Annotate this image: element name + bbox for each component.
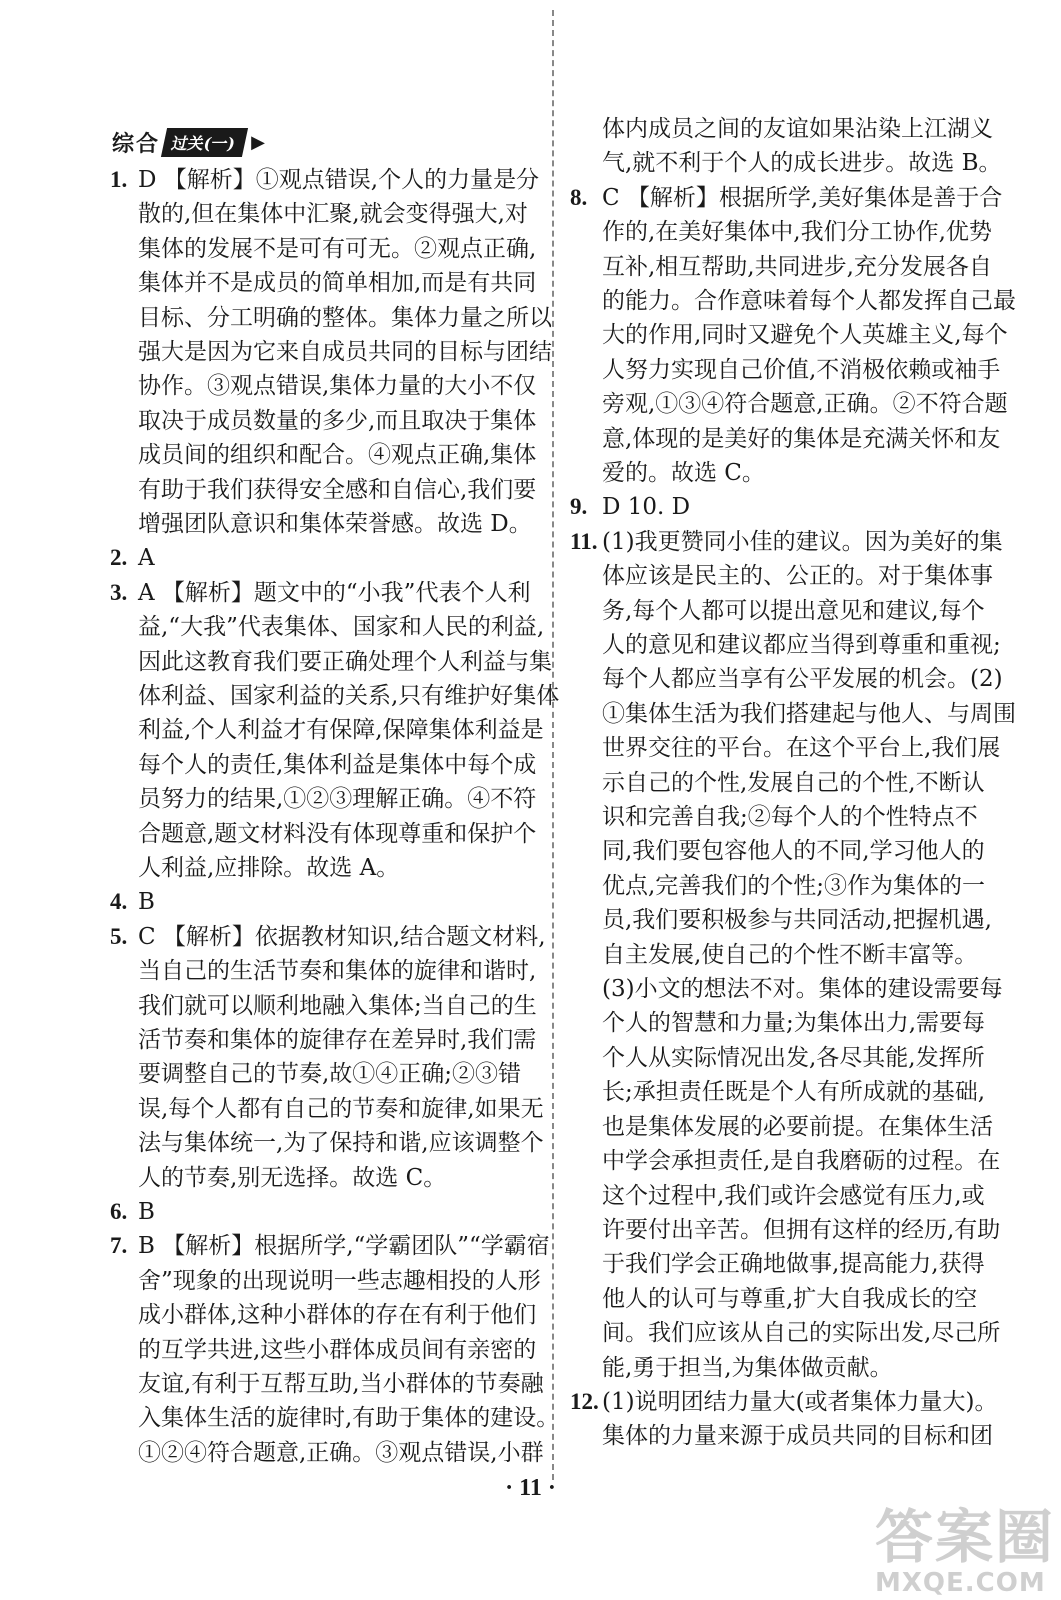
- answer-line: 于我们学会正确地做事,提高能力,获得: [602, 1251, 985, 1278]
- answer-line: C 【解析】依据教材知识,结合题文材料,: [138, 923, 546, 950]
- answer-line: D 10. D: [602, 494, 691, 521]
- answer-line: B: [138, 1199, 155, 1225]
- answer-line: 每个人都应当享有公平发展的机会。(2): [602, 666, 1003, 693]
- answer-number: 12.: [570, 1388, 599, 1414]
- column-divider: [552, 10, 554, 1480]
- answer-number: 5.: [110, 923, 128, 949]
- answer-line: 气,就不利于个人的成长进步。故选 B。: [602, 150, 1002, 177]
- answer-line: 集体的力量来源于成员共同的目标和团: [602, 1423, 993, 1450]
- answer-line: 目标、分工明确的整体。集体力量之所以: [138, 304, 552, 331]
- answer-line: 人的意见和建议都应当得到尊重和重视;: [602, 632, 1001, 659]
- answer-line: 员,我们要积极参与共同活动,把握机遇,: [602, 907, 992, 934]
- answer-line: 能,勇于担当,为集体做贡献。: [602, 1354, 893, 1381]
- answer-item: [110, 163, 552, 541]
- section-title: 综合: [112, 130, 161, 157]
- answer-item: [570, 525, 1016, 1385]
- answer-line: 优点,完善我们的个性;③作为集体的一: [602, 872, 986, 899]
- section-subtitle: 过关(一): [161, 128, 248, 157]
- answer-line: 的能力。合作意味着每个人都发挥自己最: [602, 288, 1016, 315]
- answer-line: 间。我们应该从自己的实际出发,尽己所: [602, 1320, 1001, 1347]
- answer-line: 集体的发展不是可有可无。②观点正确,: [138, 235, 537, 262]
- answer-line: 误,每个人都有自己的节奏和旋律,如果无: [138, 1095, 544, 1122]
- answer-line: 体利益、国家利益的关系,只有维护好集体: [138, 683, 560, 710]
- answer-line: ①②④符合题意,正确。③观点错误,小群: [138, 1439, 544, 1466]
- answer-line: 利益,个人利益才有保障,保障集体利益是: [138, 717, 544, 744]
- watermark-text: 答案圈: [875, 1503, 1056, 1571]
- answer-line: A: [138, 545, 155, 572]
- answer-number: 2.: [110, 545, 128, 571]
- answer-line: (1)说明团结力量大(或者集体力量大)。: [602, 1388, 998, 1415]
- answer-line: 世界交往的平台。在这个平台上,我们展: [602, 735, 1001, 762]
- answer-item: [570, 1385, 1010, 1454]
- answer-line: 许要付出辛苦。但拥有这样的经历,有助: [602, 1216, 1001, 1243]
- arrow-icon: ▶: [251, 131, 266, 153]
- answer-line: 意,体现的是美好的集体是充满关怀和友: [602, 425, 1001, 452]
- answer-line: C 【解析】根据所学,美好集体是善于合: [602, 184, 1003, 211]
- answer-line: 友谊,有利于互帮互助,当小群体的节奏融: [138, 1371, 544, 1398]
- watermark-logo: [875, 1490, 1055, 1598]
- answer-line: 当自己的生活节奏和集体的旋律和谐时,: [138, 958, 537, 985]
- answer-line: 个人从实际情况出发,各尽其能,发挥所: [602, 1044, 985, 1071]
- answer-line: 散的,但在集体中汇聚,就会变得强大,对: [138, 201, 528, 228]
- answer-number: 6.: [110, 1199, 128, 1224]
- answer-line: 员努力的结果,①②③理解正确。④不符: [138, 786, 537, 813]
- answer-line: 体应该是民主的、公正的。对于集体事: [602, 563, 993, 590]
- answer-line: 他人的认可与尊重,扩大自我成长的空: [602, 1285, 978, 1312]
- answer-line: 成员间的组织和配合。④观点正确,集体: [138, 442, 537, 469]
- answer-line: (1)我更赞同小佳的建议。因为美好的集: [602, 528, 1003, 555]
- answer-line: 益,“大我”代表集体、国家和人民的利益,: [138, 614, 545, 641]
- answer-line: 自主发展,使自己的个性不断丰富等。: [602, 941, 978, 968]
- answer-number: 7.: [110, 1233, 128, 1259]
- answer-line: 的互学共进,这些小群体成员间有亲密的: [138, 1336, 537, 1363]
- answer-line: 个人的智慧和力量;为集体出力,需要每: [602, 1010, 986, 1037]
- answer-line: 爱的。故选 C。: [602, 460, 765, 487]
- answer-item: [110, 1195, 530, 1229]
- answer-item: [570, 112, 1010, 181]
- answer-item: [570, 181, 1016, 491]
- answer-item: [570, 490, 1010, 524]
- answer-number: 8.: [570, 184, 588, 210]
- answer-line: 每个人的责任,集体利益是集体中每个成: [138, 751, 537, 778]
- answer-line: 这个过程中,我们或许会感觉有压力,或: [602, 1182, 985, 1209]
- answer-line: 长;承担责任既是个人有所成就的基础,: [602, 1079, 986, 1106]
- answer-item: [110, 920, 546, 1195]
- answer-line: 作的,在美好集体中,我们分工协作,优势: [602, 219, 992, 246]
- answer-line: 合题意,题文材料没有体现尊重和保护个: [138, 820, 537, 847]
- answer-number: 3.: [110, 579, 128, 605]
- answer-line: 入集体生活的旋律时,有助于集体的建设。: [138, 1405, 560, 1432]
- answer-line: 强大是因为它来自成员共同的目标与团结: [138, 339, 552, 366]
- answer-line: 识和完善自我;②每个人的个性特点不: [602, 804, 978, 831]
- answer-line: (3)小文的想法不对。集体的建设需要每: [602, 976, 1003, 1003]
- answer-line: 有助于我们获得安全感和自信心,我们要: [138, 476, 537, 503]
- watermark-url: MXQE.COM: [875, 1568, 1046, 1598]
- answer-line: 中学会承担责任,是自我磨砺的过程。在: [602, 1148, 1001, 1175]
- answer-line: 人努力实现自己价值,不消极依赖或袖手: [602, 356, 1001, 383]
- answer-line: 旁观,①③④符合题意,正确。②不符合题: [602, 391, 1008, 418]
- answer-line: A 【解析】题文中的“小我”代表个人利: [138, 579, 531, 606]
- answer-number: 9.: [570, 494, 588, 520]
- answer-line: 务,每个人都可以提出意见和建议,每个: [602, 597, 985, 624]
- answer-line: 互补,相互帮助,共同进步,充分发展各自: [602, 253, 992, 280]
- answer-line: 取决于成员数量的多少,而且取决于集体: [138, 407, 537, 434]
- answer-item: [110, 541, 530, 575]
- section-header: [112, 126, 265, 158]
- answer-line: ①集体生活为我们搭建起与他人、与周围: [602, 700, 1016, 727]
- answer-line: 增强团队意识和集体荣誉感。故选 D。: [138, 511, 532, 538]
- page-number: · 11 ·: [505, 1475, 556, 1501]
- answer-line: D 【解析】①观点错误,个人的力量是分: [138, 167, 540, 193]
- answer-item: [110, 1229, 560, 1470]
- answer-line: 人的节奏,别无选择。故选 C。: [138, 1164, 447, 1191]
- answer-line: 舍”现象的出现说明一些志趣相投的人形: [138, 1267, 541, 1294]
- answer-line: 要调整自己的节奏,故①④正确;②③错: [138, 1061, 522, 1088]
- answer-number: 4.: [110, 889, 128, 915]
- answer-line: 集体并不是成员的简单相加,而是有共同: [138, 270, 537, 297]
- answer-item: [110, 885, 530, 919]
- answer-item: [110, 576, 560, 886]
- answer-line: 成小群体,这种小群体的存在有利于他们: [138, 1302, 537, 1329]
- answer-line: 也是集体发展的必要前提。在集体生活: [602, 1113, 993, 1140]
- answer-line: 因此这教育我们要正确处理个人利益与集: [138, 648, 552, 675]
- answer-number: 1.: [110, 167, 128, 192]
- answer-line: 同,我们要包容他人的不同,学习他人的: [602, 838, 985, 865]
- answer-line: B: [138, 889, 155, 916]
- answer-line: 体内成员之间的友谊如果沾染上江湖义: [602, 116, 993, 142]
- answer-line: 示自己的个性,发展自己的个性,不断认: [602, 769, 985, 796]
- answer-line: 人利益,应排除。故选 A。: [138, 855, 400, 882]
- answer-number: 11.: [570, 528, 598, 554]
- answer-line: B 【解析】根据所学,“学霸团队”“学霸宿: [138, 1233, 550, 1260]
- answer-line: 法与集体统一,为了保持和谐,应该调整个: [138, 1130, 544, 1157]
- answer-line: 大的作用,同时又避免个人英雄主义,每个: [602, 322, 1008, 349]
- answer-line: 我们就可以顺利地融入集体;当自己的生: [138, 992, 537, 1019]
- answer-line: 协作。③观点错误,集体力量的大小不仅: [138, 373, 537, 400]
- answer-line: 活节奏和集体的旋律存在差异时,我们需: [138, 1027, 537, 1054]
